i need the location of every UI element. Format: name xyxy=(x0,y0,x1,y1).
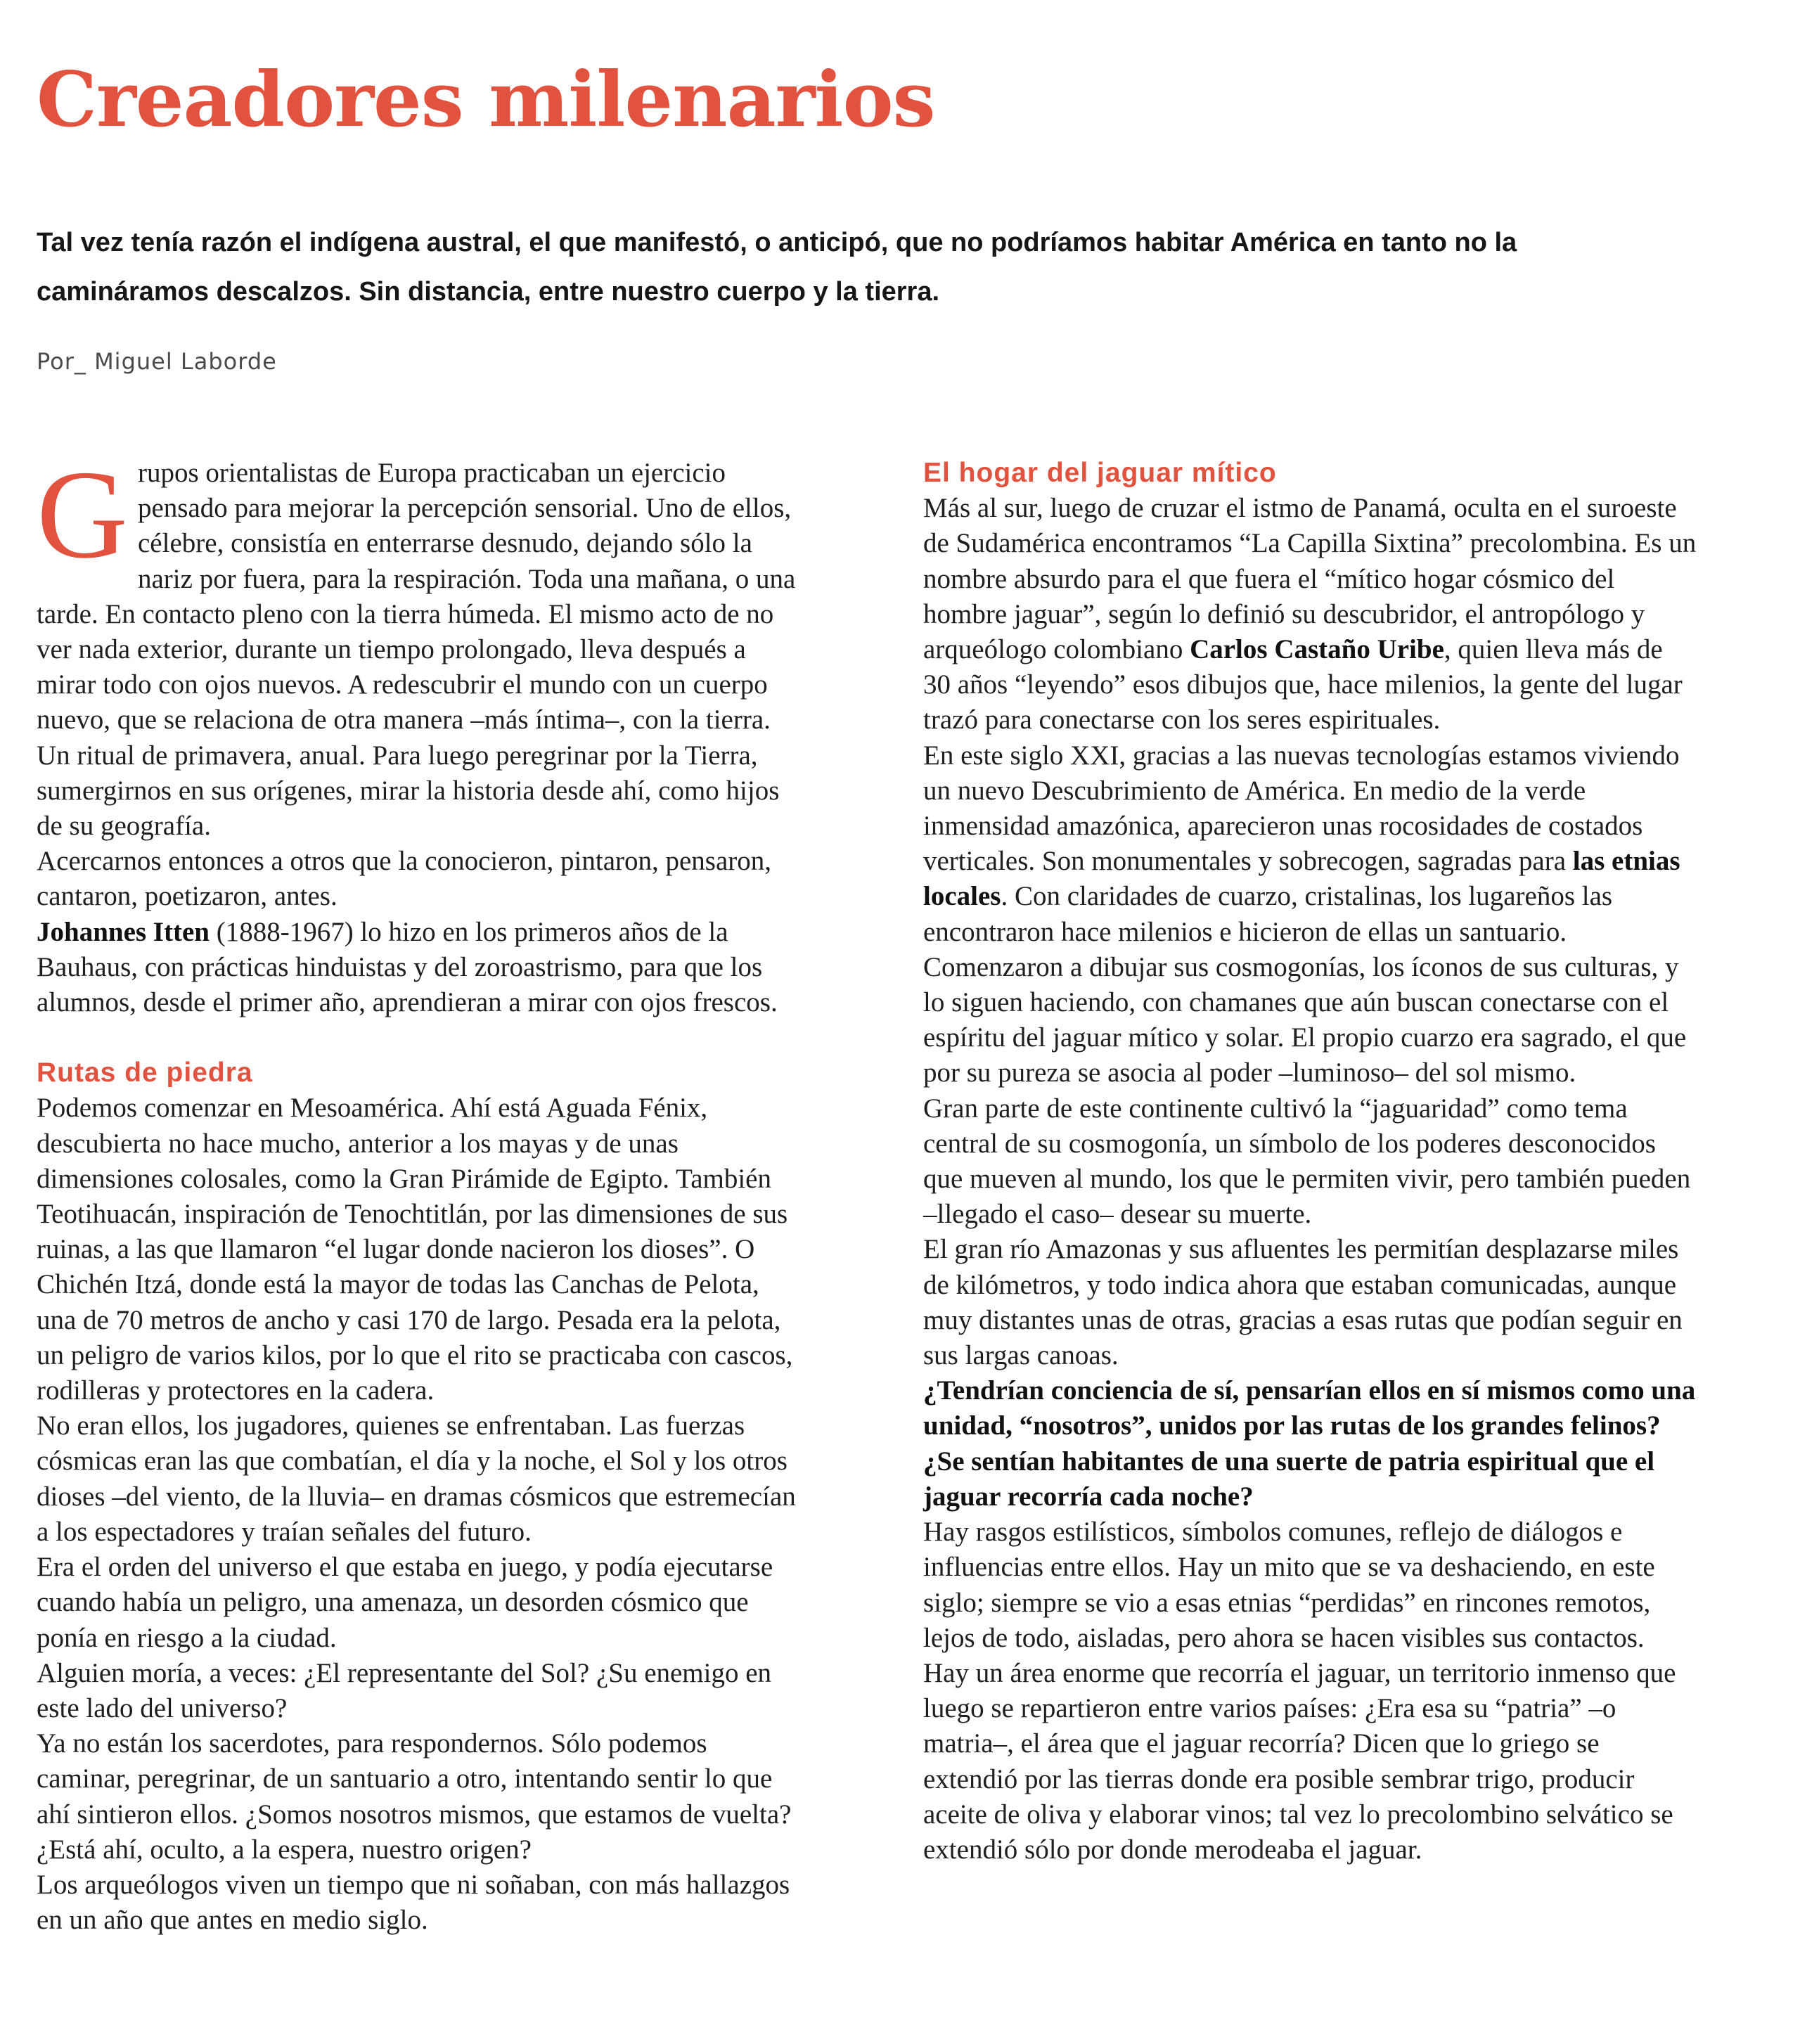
paragraph: Más al sur, luego de cruzar el istmo de Panamá, oculta en el suroeste de Sudamérica encontramos “La Capilla Sixtina” precolombina. Es un nombre absurdo para el que fuera el “mítico hogar cósmico del hombre jaguar”, según lo definió su descubridor, el antropólogo y arqueólogo colombiano Carlos Castaño Uribe, quien lleva más de 30 años “leyendo” esos dibujos que, hace milenios, la gente del lugar trazó para conectarse con los seres espirituales. xyxy=(923,493,1697,735)
paragraph: Hay rasgos estilísticos, símbolos comunes, reflejo de diálogos e influencias entre ellos. Hay un mito que se va deshaciendo, en este siglo; siempre se vio a esas etnias “perdidas” en rincones remotos, lejos de todo, aisladas, pero ahora se hacen visibles sus contactos. xyxy=(923,1517,1655,1653)
paragraph: Hay un área enorme que recorría el jaguar, un territorio inmenso que luego se repartieron entre varios países: ¿Era esa su “patria” –o matria–, el área que el jaguar recorría? Dicen que lo griego se extendió por las tierras donde era posible sembrar trigo, producir aceite de oliva y elaborar vinos; tal vez lo precolombino selvático se extendió sólo por donde merodeaba el jaguar. xyxy=(923,1657,1676,1865)
article-lede: Tal vez tenía razón el indígena austral, el que manifestó, o anticipó, que no podríamos habitar América en tanto no la camináramos descalzos. Sin distancia, entre nuestro cuerpo y la tierra. xyxy=(37,228,1517,307)
paragraph: Johannes Itten (1888-1967) lo hizo en los primeros años de la Bauhaus, con prácticas hinduistas y del zoroastrismo, para que los alumnos, desde el primer año, aprendieran a mirar con ojos frescos. xyxy=(37,916,778,1018)
paragraph: Ya no están los sacerdotes, para respondernos. Sólo podemos caminar, peregrinar, de un santuario a otro, intentando sentir lo que ahí sintieron ellos. ¿Somos nosotros mismos, que estamos de vuelta? ¿Está ahí, oculto, a la espera, nuestro origen? xyxy=(37,1728,792,1865)
paragraph: Grupos orientalistas de Europa practicaban un ejercicio pensado para mejorar la percepción sensorial. Uno de ellos, célebre, consistía en enterrarse desnudo, dejando sólo la nariz por fuera, para la respiración. Toda una mañana, o una tarde. En contacto pleno con la tierra húmeda. El mismo acto de no ver nada exterior, durante un tiempo prolongado, lleva después a mirar todo con ojos nuevos. A redescubrir el mundo con un cuerpo nuevo, que se relaciona de otra manera –más íntima–, con la tierra. Un ritual de primavera, anual. Para luego peregrinar por la Tierra, sumergirnos en sus orígenes, mirar la historia desde ahí, como hijos de su geografía. xyxy=(37,444,796,842)
article-title: Creadores milenarios xyxy=(37,56,935,144)
paragraph: Era el orden del universo el que estaba en juego, y podía ejecutarse cuando había un peligro, una amenaza, un desorden cósmico que ponía en riesgo a la ciudad. xyxy=(37,1552,773,1653)
section-heading-rutas: Rutas de piedra xyxy=(37,1058,253,1088)
paragraph: ¿Tendrían conciencia de sí, pensarían ellos en sí mismos como una unidad, “nosotros”, unidos por las rutas de los grandes felinos? ¿Se sentían habitantes de una suerte de patria espiritual que el jaguar recorría cada noche? xyxy=(923,1375,1696,1512)
paragraph: Acercarnos entonces a otros que la conocieron, pintaron, pensaron, cantaron, poetizaron, antes. xyxy=(37,846,772,912)
right-column xyxy=(923,456,1697,1868)
paragraph: En este siglo XXI, gracias a las nuevas tecnologías estamos viviendo un nuevo Descubrimiento de América. En medio de la verde inmensidad amazónica, aparecieron unas rocosidades de costados verticales. Son monumentales y sobrecogen, sagradas para las etnias locales. Con claridades de cuarzo, cristalinas, los lugareños las encontraron hace milenios e hicieron de ellas un santuario. Comenzaron a dibujar sus cosmogonías, los íconos de sus culturas, y lo siguen haciendo, con chamanes que aún buscan conectarse con el espíritu del jaguar mítico y solar. El propio cuarzo era sagrado, el que por su pureza se asocia al poder –luminoso– del sol mismo. xyxy=(923,740,1687,1088)
drop-cap: G xyxy=(37,444,128,584)
section-heading-jaguar: El hogar del jaguar mítico xyxy=(923,458,1277,488)
paragraph: Gran parte de este continente cultivó la “jaguaridad” como tema central de su cosmogonía, un símbolo de los poderes desconocidos que mueven al mundo, los que le permiten vivir, pero también pueden –llegado el caso– desear su muerte. xyxy=(923,1093,1691,1230)
paragraph: No eran ellos, los jugadores, quienes se enfrentaban. Las fuerzas cósmicas eran las que combatían, el día y la noche, el Sol y los otros dioses –del viento, de la lluvia– en dramas cósmicos que estremecían a los espectadores y traían señales del futuro. xyxy=(37,1410,796,1547)
left-column xyxy=(37,444,803,1938)
paragraph: Alguien moría, a veces: ¿El representante del Sol? ¿Su enemigo en este lado del universo? xyxy=(37,1657,772,1723)
byline: Por_ Miguel Laborde xyxy=(37,348,277,375)
paragraph: Podemos comenzar en Mesoamérica. Ahí está Aguada Fénix, descubierta no hace mucho, anterior a los mayas y de unas dimensiones colosales, como la Gran Pirámide de Egipto. También Teotihuacán, inspiración de Tenochtitlán, por las dimensiones de sus ruinas, a las que llamaron “el lugar donde nacieron los dioses”. O Chichén Itzá, donde está la mayor de todas las Canchas de Pelota, una de 70 metros de ancho y casi 170 de largo. Pesada era la pelota, un peligro de varios kilos, por lo que el rito se practicaba con cascos, rodilleras y protectores en la cadera. xyxy=(37,1093,793,1406)
paragraph: El gran río Amazonas y sus afluentes les permitían desplazarse miles de kilómetros, y todo indica ahora que estaban comunicadas, aunque muy distantes unas de otras, gracias a esas rutas que podían seguir en sus largas canoas. xyxy=(923,1234,1683,1371)
paragraph: Los arqueólogos viven un tiempo que ni soñaban, con más hallazgos en un año que antes en medio siglo. xyxy=(37,1869,790,1936)
